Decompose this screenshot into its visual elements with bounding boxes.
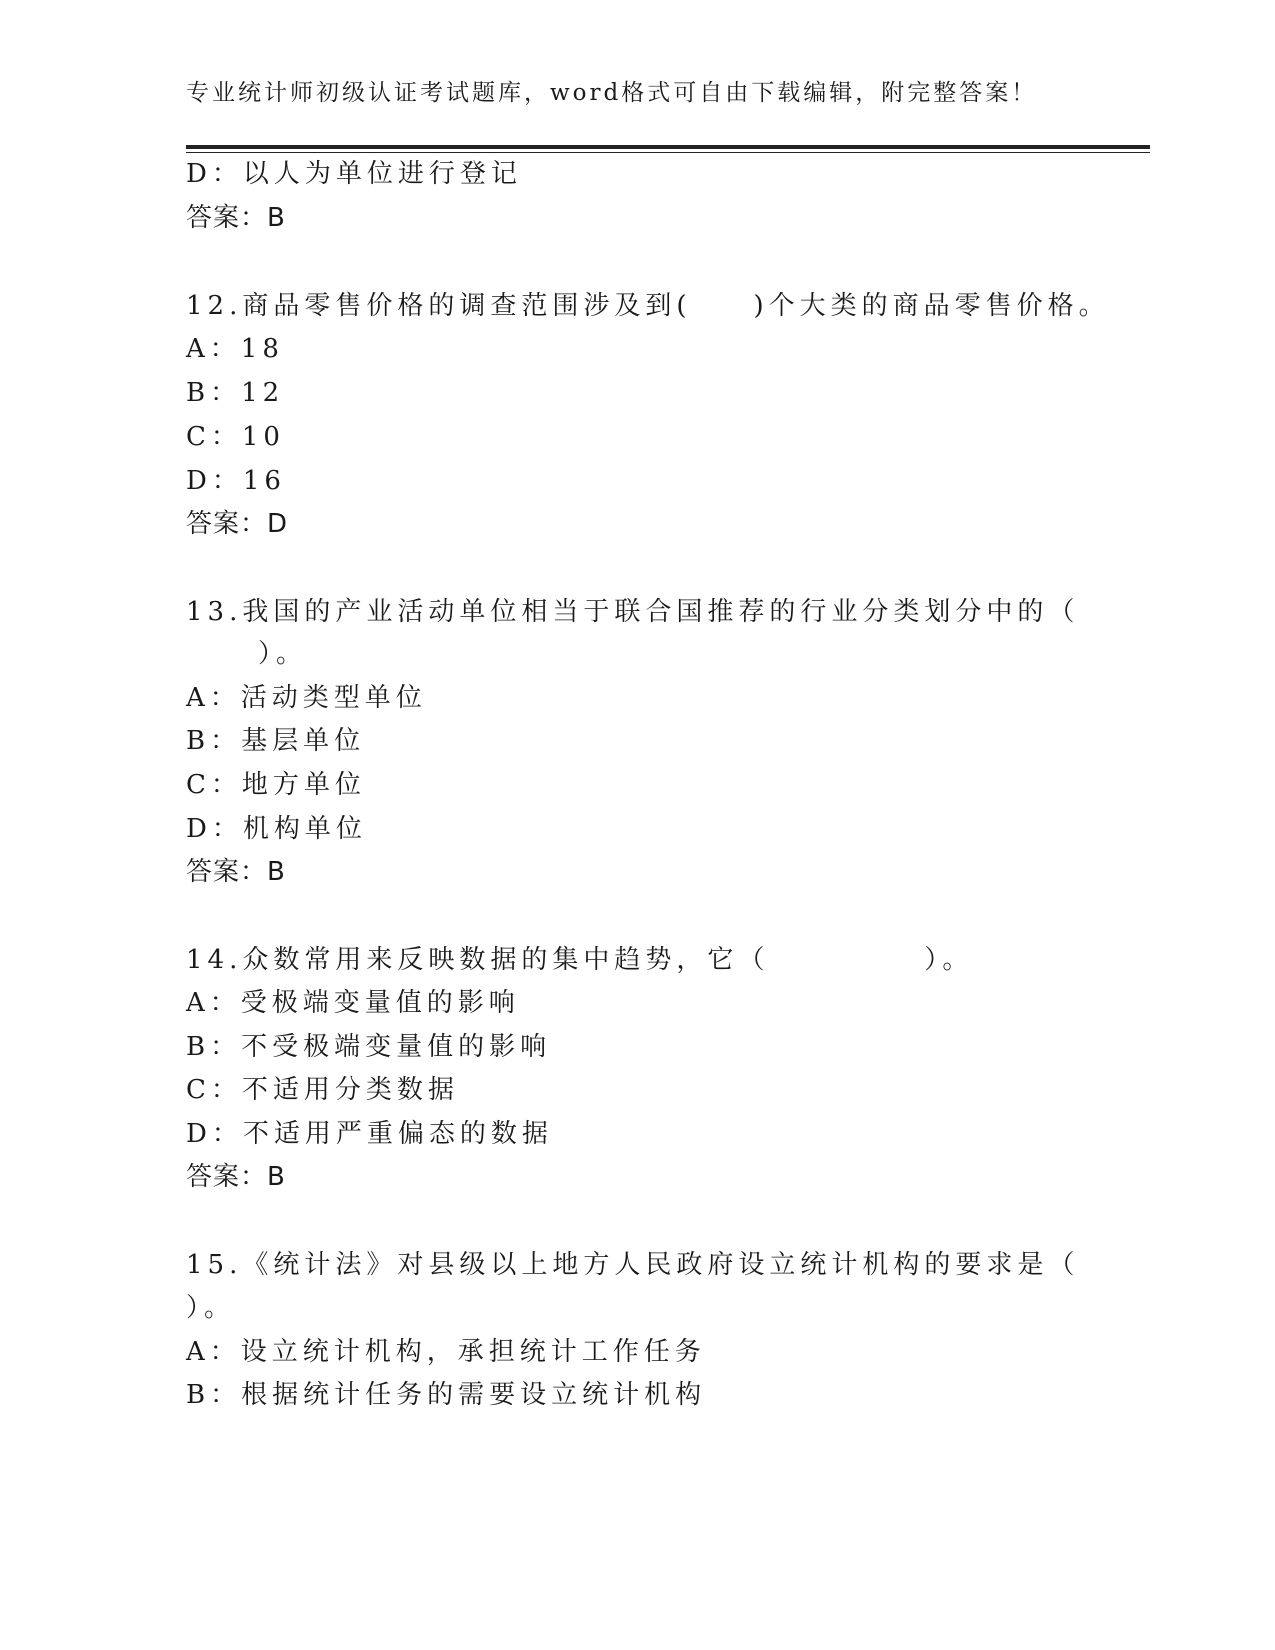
q13-option-d: D：机构单位 <box>186 814 367 844</box>
q13-answer: 答案：B <box>186 857 286 887</box>
q13-option-a: A：活动类型单位 <box>186 683 427 713</box>
q14-option-b: B：不受极端变量值的影响 <box>186 1032 552 1062</box>
q12-answer: 答案：D <box>186 509 289 539</box>
q13-stem-line2: ）。 <box>258 639 308 669</box>
q15-stem-line1: 15.《统计法》对县级以上地方人民政府设立统计机构的要求是（ <box>186 1250 1080 1280</box>
q15-option-b: B：根据统计任务的需要设立统计机构 <box>186 1380 707 1410</box>
q15-option-a: A：设立统计机构，承担统计工作任务 <box>186 1337 706 1367</box>
q12-option-a: A：18 <box>186 334 284 364</box>
q15-stem-line2: ）。 <box>186 1293 236 1323</box>
header-divider-thin <box>186 152 1150 153</box>
page-header-title: 专业统计师初级认证考试题库，word格式可自由下载编辑，附完整答案！ <box>186 80 1038 106</box>
q14-option-d: D：不适用严重偏态的数据 <box>186 1119 553 1149</box>
q14-stem: 14.众数常用来反映数据的集中趋势，它（ ）。 <box>186 945 974 975</box>
q13-option-c: C：地方单位 <box>186 770 366 800</box>
prev-question-answer: 答案：B <box>186 203 286 233</box>
q13-option-b: B：基层单位 <box>186 726 366 756</box>
q12-option-b: B：12 <box>186 378 285 408</box>
header-divider-thick <box>186 145 1150 149</box>
q12-option-c: C：10 <box>186 422 285 452</box>
q14-option-a: A：受极端变量值的影响 <box>186 988 520 1018</box>
q13-stem-line1: 13.我国的产业活动单位相当于联合国推荐的行业分类划分中的（ <box>186 597 1080 627</box>
q12-option-d: D：16 <box>186 466 286 496</box>
q14-answer: 答案：B <box>186 1162 286 1192</box>
prev-question-option-d: D：以人为单位进行登记 <box>186 159 522 189</box>
q12-stem: 12.商品零售价格的调查范围涉及到( )个大类的商品零售价格。 <box>186 291 1110 321</box>
q14-option-c: C：不适用分类数据 <box>186 1075 459 1105</box>
